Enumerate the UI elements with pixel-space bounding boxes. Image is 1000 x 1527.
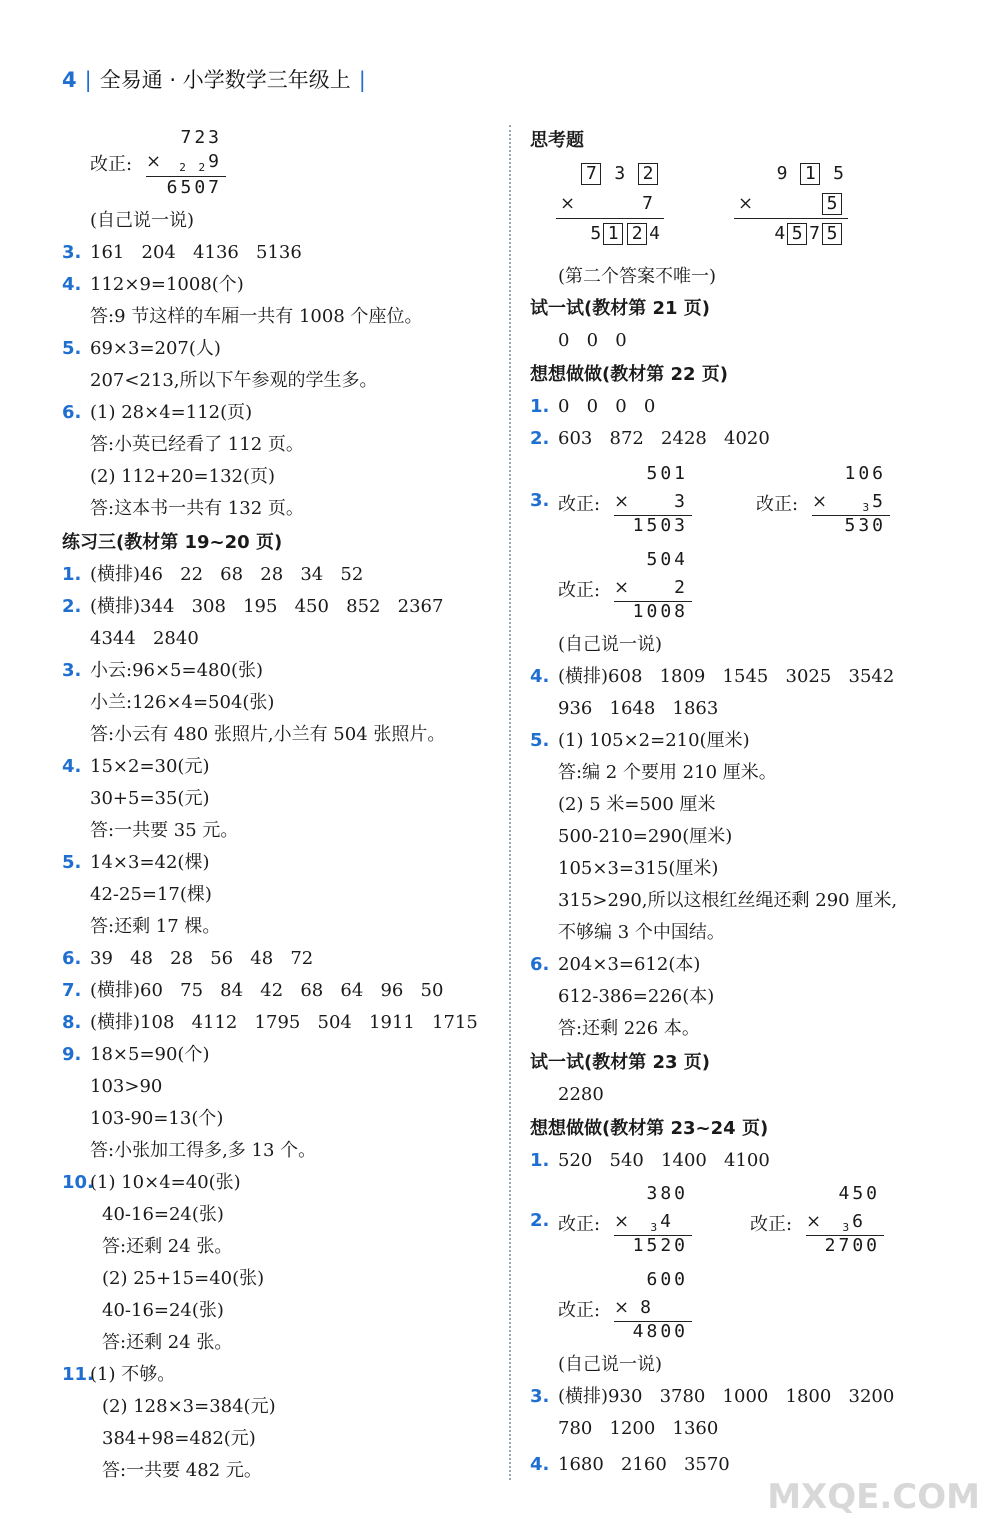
answer-text: 答:这本书一共有 132 页。 xyxy=(90,498,304,519)
multiplier: 4 xyxy=(660,1211,674,1232)
answer-line xyxy=(102,1458,262,1486)
answer-text: 答:一共要 482 元。 xyxy=(102,1460,262,1481)
multiplier: 9 xyxy=(208,151,222,172)
answer-line xyxy=(90,690,274,718)
digit: 5 xyxy=(590,223,602,244)
digit: 3 xyxy=(614,163,626,184)
answer-text: (1) 105×2=210(厘米) xyxy=(558,730,750,751)
answer-line xyxy=(90,368,378,396)
answer-line xyxy=(558,1082,604,1110)
answer-text: (自己说一说) xyxy=(558,634,663,655)
answer-text: 答:还剩 24 张。 xyxy=(102,1332,233,1353)
times-sign: × xyxy=(146,151,162,172)
product: 530 xyxy=(844,515,886,536)
carry-digit: 3 xyxy=(842,1221,853,1234)
page-header: 4 | 全易通 · 小学数学三年级上 | xyxy=(62,68,366,92)
answer-text: (2) 128×3=384(元) xyxy=(102,1396,276,1417)
answer-line xyxy=(62,594,443,622)
answer-line xyxy=(558,1352,662,1380)
carry-digit: 3 xyxy=(862,501,873,514)
item-number: 3. xyxy=(530,1386,550,1407)
puzzle-multiplication xyxy=(556,162,664,248)
answer-text: 603 872 2428 4020 xyxy=(558,428,770,449)
answer-line xyxy=(90,464,275,492)
answer-line xyxy=(102,1394,276,1422)
answer-line xyxy=(90,304,423,332)
times-sign: × xyxy=(806,1211,822,1232)
answer-text: 答:小云有 480 张照片,小兰有 504 张照片。 xyxy=(90,724,446,745)
answer-text: 936 1648 1863 xyxy=(558,698,719,719)
answer-text: 0 0 0 0 xyxy=(558,396,656,417)
answer-text: 315>290,所以这根红丝绳还剩 290 厘米, xyxy=(558,890,898,911)
box-digit: 5 xyxy=(822,193,842,215)
answer-text: 答:一共要 35 元。 xyxy=(90,820,239,841)
times-sign: × xyxy=(812,491,828,512)
answer-text: (2) 5 米=500 厘米 xyxy=(558,794,716,815)
section-heading xyxy=(530,362,728,390)
times-sign: × xyxy=(614,491,630,512)
multiplier: 3 xyxy=(674,491,688,512)
watermark: MXQE.COM xyxy=(767,1477,980,1517)
answer-text: 答:还剩 17 棵。 xyxy=(90,916,221,937)
answer-text: 30+5=35(元) xyxy=(90,788,210,809)
answer-text: 小兰:126×4=504(张) xyxy=(90,692,275,713)
multiplier: 5 xyxy=(872,491,886,512)
answer-line xyxy=(90,208,194,236)
answer-line xyxy=(62,272,244,300)
answer-line xyxy=(530,426,770,454)
answer-text: 612-386=226(本) xyxy=(558,986,715,1007)
answer-text: 384+98=482(元) xyxy=(102,1428,256,1449)
answer-text: (2) 25+15=40(张) xyxy=(102,1268,265,1289)
answer-text: 42-25=17(棵) xyxy=(90,884,212,905)
digit: 5 xyxy=(833,163,844,184)
answer-text: (横排)608 1809 1545 3025 3542 xyxy=(558,666,895,687)
vertical-multiplication xyxy=(558,548,692,624)
correction-label: 改正: xyxy=(558,1300,601,1321)
answer-line xyxy=(530,1384,894,1412)
digit: 4 xyxy=(649,223,660,244)
answer-text: 14×3=42(棵) xyxy=(90,852,210,873)
answer-text: (1) 28×4=112(页) xyxy=(90,402,253,423)
answer-line xyxy=(558,984,714,1012)
answer-line xyxy=(62,850,209,878)
answer-line xyxy=(530,952,700,980)
answer-line xyxy=(102,1266,264,1294)
correction-label: 改正: xyxy=(750,1214,793,1235)
item-number: 8. xyxy=(62,1012,82,1033)
answer-line xyxy=(62,1362,175,1390)
answer-text: 39 48 28 56 48 72 xyxy=(90,948,314,969)
answer-line xyxy=(90,1074,162,1102)
multiplicand: 501 xyxy=(646,463,688,484)
item-number: 2. xyxy=(530,1210,550,1231)
item-number: 5. xyxy=(62,852,82,873)
answer-line xyxy=(90,818,238,846)
answer-text: 112×9=1008(个) xyxy=(90,274,244,295)
answer-text: 780 1200 1360 xyxy=(558,1418,719,1439)
correction-label: 改正: xyxy=(558,1214,601,1235)
heading-text: 想想做做(教材第 23~24 页) xyxy=(530,1118,769,1139)
item-number: 3. xyxy=(62,660,82,681)
box-digit: 2 xyxy=(627,223,647,245)
answer-line xyxy=(558,760,777,788)
item-number: 2. xyxy=(62,596,82,617)
answer-line xyxy=(558,696,718,724)
multiplicand: 450 xyxy=(838,1183,880,1204)
times-sign: × xyxy=(614,577,630,598)
answer-line xyxy=(102,1298,224,1326)
answer-text: (自己说一说) xyxy=(90,210,195,231)
correction-label: 改正: xyxy=(558,494,601,515)
heading-text: 试一试(教材第 21 页) xyxy=(530,298,711,319)
answer-line xyxy=(90,914,220,942)
answer-line xyxy=(558,1016,700,1044)
box-digit: 5 xyxy=(787,223,807,245)
answer-text: 不够编 3 个中国结。 xyxy=(558,922,725,943)
answer-line xyxy=(62,240,302,268)
answer-text: 204×3=612(本) xyxy=(558,954,701,975)
answer-line xyxy=(102,1234,232,1262)
item-number: 10. xyxy=(62,1172,94,1193)
heading-text: 练习三(教材第 19~20 页) xyxy=(62,532,283,553)
answer-line xyxy=(90,1138,316,1166)
heading-text: 试一试(教材第 23 页) xyxy=(530,1052,711,1073)
answer-text: (第二个答案不唯一) xyxy=(558,266,717,287)
vertical-multiplication xyxy=(90,126,226,200)
digit: 7 xyxy=(809,223,820,244)
times-sign: × xyxy=(560,193,576,214)
answer-text: 69×3=207(人) xyxy=(90,338,221,359)
answer-line xyxy=(530,728,750,756)
item-number: 5. xyxy=(530,730,550,751)
answer-line xyxy=(102,1426,256,1454)
times-sign: × xyxy=(738,193,754,214)
product: 4800 xyxy=(632,1321,688,1342)
answer-text: (2) 112+20=132(页) xyxy=(90,466,276,487)
product: 1503 xyxy=(632,515,688,536)
box-digit: 7 xyxy=(581,163,601,185)
answer-text: 40-16=24(张) xyxy=(102,1300,224,1321)
answer-text: 0 0 0 xyxy=(558,330,627,351)
answer-line xyxy=(90,626,199,654)
answer-text: 小云:96×5=480(张) xyxy=(90,660,263,681)
box-digit: 5 xyxy=(822,223,842,245)
answer-line xyxy=(90,496,304,524)
multiplier: 6 xyxy=(852,1211,866,1232)
section-heading xyxy=(530,296,710,324)
item-number: 6. xyxy=(62,402,82,423)
multiplicand: 723 xyxy=(180,127,222,148)
answer-text: 105×3=315(厘米) xyxy=(558,858,719,879)
heading-text: 想想做做(教材第 22 页) xyxy=(530,364,729,385)
item-number: 1. xyxy=(530,396,550,417)
item-number: 6. xyxy=(62,948,82,969)
answer-text: 103-90=13(个) xyxy=(90,1108,224,1129)
item-number: 6. xyxy=(530,954,550,975)
answer-line xyxy=(530,1148,770,1176)
answer-line xyxy=(62,400,252,428)
answer-text: 520 540 1400 4100 xyxy=(558,1150,770,1171)
answer-text: (1) 不够。 xyxy=(90,1364,176,1385)
answer-text: (1) 10×4=40(张) xyxy=(90,1172,241,1193)
section-heading xyxy=(530,128,584,156)
answer-line xyxy=(558,792,716,820)
digit: 4 xyxy=(774,223,786,244)
multiplicand: 106 xyxy=(844,463,886,484)
answer-line xyxy=(90,786,209,814)
item-number: 2. xyxy=(530,428,550,449)
book-title: 全易通 · 小学数学三年级上 xyxy=(99,68,351,92)
answer-line xyxy=(62,978,443,1006)
multiplier: 2 xyxy=(674,577,688,598)
box-digit: 1 xyxy=(603,223,623,245)
answer-line xyxy=(102,1202,224,1230)
answer-line xyxy=(558,824,732,852)
answer-text: 15×2=30(元) xyxy=(90,756,210,777)
product: 1520 xyxy=(632,1235,688,1256)
answer-text: 2280 xyxy=(558,1084,604,1105)
item-number: 11. xyxy=(62,1364,94,1385)
item-number: 1. xyxy=(530,1150,550,1171)
section-heading xyxy=(530,1050,710,1078)
answer-line xyxy=(62,336,221,364)
correction-label: 改正: xyxy=(558,580,601,601)
heading-text: 思考题 xyxy=(530,130,584,151)
answer-line xyxy=(62,1170,241,1198)
page-number: 4 xyxy=(62,68,77,92)
digit: 9 xyxy=(776,163,788,184)
carry-digit: 3 xyxy=(650,1221,661,1234)
answer-line xyxy=(62,946,313,974)
section-heading xyxy=(530,1116,768,1144)
correction-label: 改正: xyxy=(756,494,799,515)
column-divider xyxy=(509,125,511,1480)
answer-line xyxy=(90,722,445,750)
multiplier: 8 xyxy=(640,1297,654,1318)
item-number: 3. xyxy=(62,242,82,263)
answer-text: 答:编 2 个要用 210 厘米。 xyxy=(558,762,777,783)
answer-line xyxy=(62,754,209,782)
answer-text: 161 204 4136 5136 xyxy=(90,242,302,263)
answer-text: (自己说一说) xyxy=(558,1354,663,1375)
multiplicand: 600 xyxy=(646,1269,688,1290)
box-digit: 2 xyxy=(638,163,658,185)
item-number: 4. xyxy=(62,274,82,295)
answer-line xyxy=(90,882,212,910)
vertical-multiplication xyxy=(558,1268,692,1344)
multiplier: 7 xyxy=(642,193,656,214)
answer-line xyxy=(62,1042,209,1070)
answer-text: 40-16=24(张) xyxy=(102,1204,224,1225)
item-number: 3. xyxy=(530,490,550,511)
answer-line xyxy=(558,328,627,356)
vertical-multiplication xyxy=(558,1182,692,1258)
answer-line xyxy=(90,1106,223,1134)
answer-text: (横排)60 75 84 42 68 64 96 50 xyxy=(90,980,444,1001)
answer-line xyxy=(530,664,894,692)
item-number: 4. xyxy=(530,1454,550,1475)
answer-text: 答:小英已经看了 112 页。 xyxy=(90,434,304,455)
answer-line xyxy=(62,658,263,686)
answer-line xyxy=(90,432,304,460)
product: 1008 xyxy=(632,601,688,622)
box-digit: 1 xyxy=(800,163,820,185)
times-sign: × xyxy=(614,1297,630,1318)
answer-text: 答:小张加工得多,多 13 个。 xyxy=(90,1140,317,1161)
answer-line xyxy=(530,394,655,422)
answer-line xyxy=(62,562,363,590)
answer-text: 1680 2160 3570 xyxy=(558,1454,730,1475)
carry-digits: 2 2 xyxy=(179,161,209,174)
answer-line xyxy=(530,1452,730,1480)
answer-text: 答:还剩 226 本。 xyxy=(558,1018,700,1039)
vertical-multiplication xyxy=(558,462,692,538)
item-number: 5. xyxy=(62,338,82,359)
answer-line xyxy=(62,1010,478,1038)
answer-text: 4344 2840 xyxy=(90,628,199,649)
vertical-multiplication xyxy=(750,1182,884,1258)
answer-line xyxy=(558,888,897,916)
answer-text: 18×5=90(个) xyxy=(90,1044,210,1065)
section-heading xyxy=(62,530,282,558)
multiplicand: 380 xyxy=(646,1183,688,1204)
puzzle-multiplication xyxy=(734,162,848,248)
product: 2700 xyxy=(824,1235,880,1256)
product: 6507 xyxy=(166,177,222,198)
answer-text: (横排)46 22 68 28 34 52 xyxy=(90,564,364,585)
correction-label: 改正: xyxy=(90,154,133,175)
answer-text: (横排)344 308 195 450 852 2367 xyxy=(90,596,444,617)
answer-line xyxy=(558,632,662,660)
answer-line xyxy=(558,264,716,292)
answer-text: 答:9 节这样的车厢一共有 1008 个座位。 xyxy=(90,306,423,327)
item-number: 4. xyxy=(530,666,550,687)
answer-text: 500-210=290(厘米) xyxy=(558,826,733,847)
answer-line xyxy=(558,856,718,884)
item-number: 7. xyxy=(62,980,82,1001)
answer-text: 答:还剩 24 张。 xyxy=(102,1236,233,1257)
answer-text: (横排)108 4112 1795 504 1911 1715 xyxy=(90,1012,478,1033)
item-number: 1. xyxy=(62,564,82,585)
answer-line xyxy=(102,1330,232,1358)
multiplicand: 504 xyxy=(646,549,688,570)
answer-line xyxy=(558,1416,718,1444)
answer-text: (横排)930 3780 1000 1800 3200 xyxy=(558,1386,895,1407)
item-number: 9. xyxy=(62,1044,82,1065)
answer-text: 207<213,所以下午参观的学生多。 xyxy=(90,370,378,391)
answer-text: 103>90 xyxy=(90,1076,163,1097)
vertical-multiplication xyxy=(756,462,890,538)
item-number: 4. xyxy=(62,756,82,777)
times-sign: × xyxy=(614,1211,630,1232)
answer-line xyxy=(558,920,725,948)
